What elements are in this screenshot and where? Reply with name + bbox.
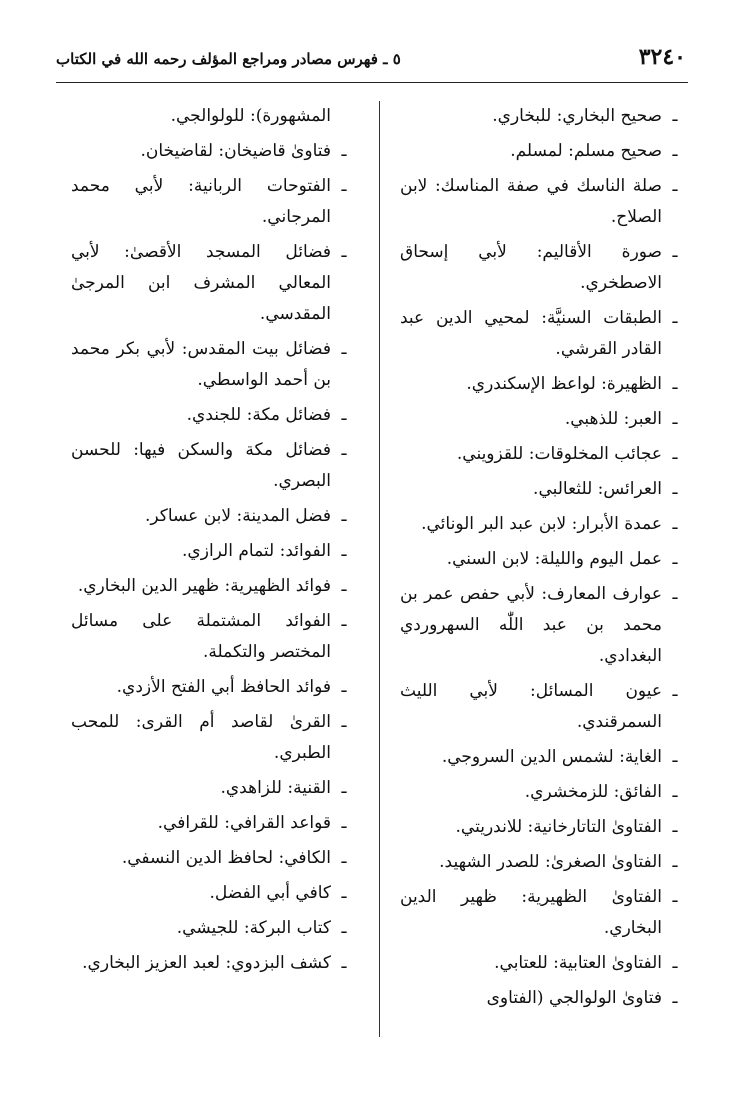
two-column-body [56, 101, 688, 1037]
entry-dash: ـ [341, 712, 347, 732]
bibliography-entry [71, 808, 357, 839]
entry-text: فوائد الحافظ أبي الفتح الأزدي. [116, 677, 331, 697]
bibliography-entry [400, 812, 688, 843]
bibliography-entry [400, 579, 688, 672]
bibliography-entry [71, 843, 357, 874]
bibliography-entry [71, 101, 357, 132]
bibliography-entry [400, 509, 688, 540]
entry-dash: ـ [672, 514, 678, 534]
bibliography-entry [71, 435, 357, 497]
bibliography-entry [400, 882, 688, 944]
entry-text: فضل المدينة: لابن عساكر. [144, 506, 331, 526]
entry-dash: ـ [341, 242, 347, 262]
entry-text: الفتاوىٰ الصغرىٰ: للصدر الشهيد. [439, 852, 662, 872]
entry-dash: ـ [341, 848, 347, 868]
entry-text: كشف البزدوي: لعبد العزيز البخاري. [82, 953, 331, 973]
bibliography-entry [71, 948, 357, 979]
entry-dash: ـ [672, 549, 678, 569]
entry-text: عوارف المعارف: لأبي حفص عمر بن محمد بن عبد اللّٰه السهروردي البغدادي. [400, 584, 662, 666]
left-column [71, 101, 371, 1037]
entry-dash: ـ [341, 405, 347, 425]
bibliography-entry [71, 707, 357, 769]
bibliography-entry [71, 536, 357, 567]
entry-dash: ـ [672, 242, 678, 262]
bibliography-entry [400, 136, 688, 167]
entry-text: العبر: للذهبي. [564, 409, 662, 429]
entry-text: فضائل بيت المقدس: لأبي بكر محمد بن أحمد الواسطي. [71, 339, 331, 390]
bibliography-entry [71, 913, 357, 944]
entry-dash: ـ [341, 541, 347, 561]
entry-dash: ـ [341, 677, 347, 697]
entry-dash: ـ [341, 813, 347, 833]
bibliography-entry [400, 237, 688, 299]
entry-text: فتاوىٰ الولوالجي (الفتاوى [486, 988, 662, 1008]
bibliography-entry [400, 777, 688, 808]
bibliography-entry [400, 101, 688, 132]
entry-text: صحيح مسلم: لمسلم. [510, 141, 662, 161]
bibliography-entry [400, 404, 688, 435]
entry-dash: ـ [672, 106, 678, 126]
entry-dash: ـ [341, 883, 347, 903]
bibliography-entry [71, 571, 357, 602]
entry-text: عمل اليوم والليلة: لابن السني. [446, 549, 662, 569]
entry-text: فضائل مكة: للجندي. [186, 405, 331, 425]
bibliography-entry [71, 501, 357, 532]
entry-dash: ـ [341, 576, 347, 596]
entry-dash: ـ [341, 506, 347, 526]
entry-text: كافي أبي الفضل. [209, 883, 331, 903]
bibliography-entry [400, 171, 688, 233]
entry-text: فتاوىٰ قاضيخان: لقاضيخان. [140, 141, 331, 161]
entry-dash: ـ [341, 918, 347, 938]
page-number: ٣٢٤٠ [638, 44, 686, 70]
bibliography-entry [400, 847, 688, 878]
bibliography-entry [400, 439, 688, 470]
entry-text: القنية: للزاهدي. [220, 778, 331, 798]
entry-dash: ـ [341, 141, 347, 161]
entry-text: كتاب البركة: للجيشي. [176, 918, 331, 938]
entry-text: فضائل مكة والسكن فيها: للحسن البصري. [71, 440, 331, 491]
entry-text: الظهيرة: لواعظ الإسكندري. [466, 374, 662, 394]
entry-dash: ـ [672, 681, 678, 701]
bibliography-entry [71, 878, 357, 909]
entry-dash: ـ [341, 176, 347, 196]
running-header [56, 44, 688, 83]
entry-text: صحيح البخاري: للبخاري. [492, 106, 662, 126]
bibliography-entry [71, 606, 357, 668]
entry-dash: ـ [672, 988, 678, 1008]
bibliography-entry [71, 237, 357, 330]
entry-text: الفوائد المشتملة على مسائل المختصر والتكملة. [71, 611, 331, 662]
bibliography-entry [71, 334, 357, 396]
right-column [388, 101, 688, 1037]
bibliography-entry [400, 369, 688, 400]
entry-dash: ـ [672, 747, 678, 767]
bibliography-entry [400, 676, 688, 738]
bibliography-entry [400, 474, 688, 505]
entry-text: عجائب المخلوقات: للقزويني. [456, 444, 662, 464]
entry-text: الفتاوىٰ التاتارخانية: للاندريتي. [455, 817, 662, 837]
entry-text: القرىٰ لقاصد أم القرى: للمحب الطبري. [71, 712, 331, 763]
entry-dash: ـ [672, 409, 678, 429]
bibliography-entry [71, 400, 357, 431]
entry-dash: ـ [672, 953, 678, 973]
entry-text: الغاية: لشمس الدين السروجي. [441, 747, 662, 767]
entry-text: الفوائد: لتمام الرازي. [182, 541, 331, 561]
entry-dash: ـ [672, 308, 678, 328]
bibliography-entry [71, 672, 357, 703]
entry-dash: ـ [341, 611, 347, 631]
bibliography-entry [400, 544, 688, 575]
bibliography-entry [400, 948, 688, 979]
entry-text: صلة الناسك في صفة المناسك: لابن الصلاح. [400, 176, 662, 227]
entry-text: المشهورة): للولوالجي. [170, 106, 331, 126]
column-divider [379, 101, 380, 1037]
bibliography-entry [71, 773, 357, 804]
running-title: ٥ ـ فهرس مصادر ومراجع المؤلف رحمه الله في الكتاب [56, 50, 401, 68]
entry-text: الفتوحات الربانية: لأبي محمد المرجاني. [71, 176, 331, 227]
entry-text: عمدة الأبرار: لابن عبد البر الونائي. [421, 514, 662, 534]
entry-text: فوائد الظهيرية: ظهير الدين البخاري. [77, 576, 331, 596]
entry-dash: ـ [341, 953, 347, 973]
entry-dash: ـ [672, 374, 678, 394]
entry-dash: ـ [341, 339, 347, 359]
entry-text: الفتاوىٰ العتابية: للعتابي. [494, 953, 662, 973]
bibliography-entry [400, 742, 688, 773]
entry-dash: ـ [672, 176, 678, 196]
entry-text: العرائس: للثعالبي. [533, 479, 662, 499]
entry-dash: ـ [672, 584, 678, 604]
bibliography-entry [71, 136, 357, 167]
entry-text: عيون المسائل: لأبي الليث السمرقندي. [400, 681, 662, 732]
entry-text: قواعد القرافي: للقرافي. [157, 813, 331, 833]
bibliography-entry [71, 171, 357, 233]
entry-dash: ـ [672, 887, 678, 907]
entry-text: الفتاوىٰ الظهيرية: ظهير الدين البخاري. [400, 887, 662, 938]
entry-dash: ـ [341, 440, 347, 460]
entry-text: فضائل المسجد الأقصىٰ: لأبي المعالي المشرف ابن المرجىٰ المقدسي. [71, 242, 331, 324]
entry-dash: ـ [672, 479, 678, 499]
bibliography-entry [400, 983, 688, 1014]
entry-dash: ـ [672, 444, 678, 464]
entry-dash: ـ [672, 817, 678, 837]
entry-dash: ـ [672, 141, 678, 161]
entry-text: صورة الأقاليم: لأبي إسحاق الاصطخري. [400, 242, 662, 293]
entry-text: الفائق: للزمخشري. [524, 782, 662, 802]
entry-text: الطبقات السنيَّة: لمحيي الدين عبد القادر القرشي. [400, 308, 662, 359]
entry-dash: ـ [672, 852, 678, 872]
entry-dash: ـ [672, 782, 678, 802]
entry-text: الكافي: لحافظ الدين النسفي. [121, 848, 331, 868]
bibliography-entry [400, 303, 688, 365]
book-page [56, 44, 688, 1064]
entry-dash: ـ [341, 778, 347, 798]
